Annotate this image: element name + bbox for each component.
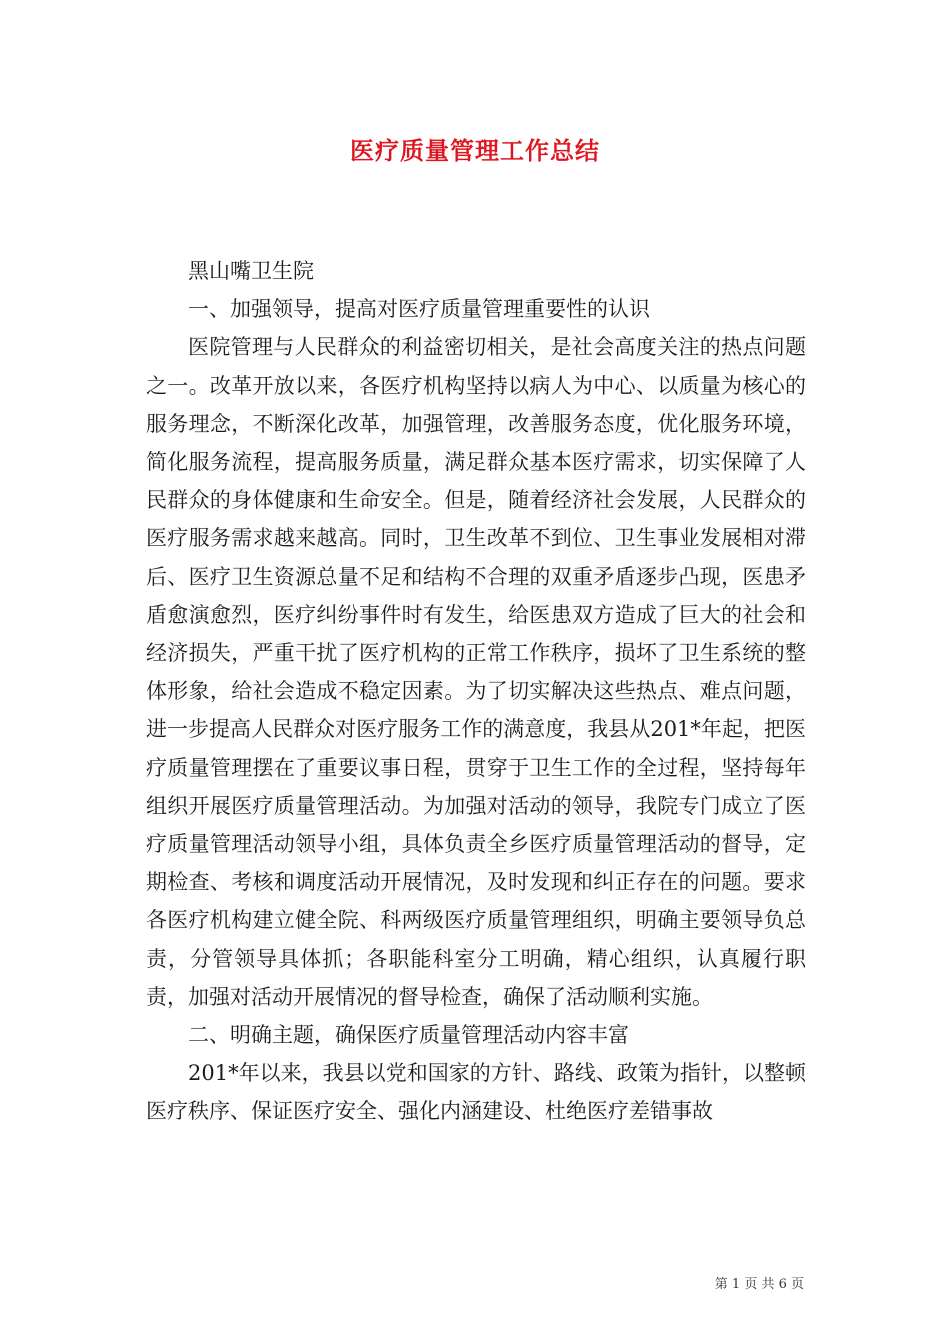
page-title: 医疗质量管理工作总结	[350, 136, 600, 165]
paragraph-1: 医院管理与人民群众的利益密切相关，是社会高度关注的热点问题之一。改革开放以来，各医疗机构坚持以病人为中心、以质量为核心的服务理念，不断深化改革，加强管理，改善服务态度，优化服务环境，简化服务流程，提高服务质量，满足群众基本医疗需求，切实保障了人民群众的身体健康和生命安全。但是，随着经济社会发展，人民群众的医疗服务需求越来越高。同时，卫生改革不到位、卫生事业发展相对滞后、医疗卫生资源总量不足和结构不合理的双重矛盾逐步凸现，医患矛盾愈演愈烈，医疗纠纷事件时有发生，给医患双方造成了巨大的社会和经济损失，严重干扰了医疗机构的正常工作秩序，损坏了卫生系统的整体形象，给社会造成不稳定因素。为了切实解决这些热点、难点问题，进一步提高人民群众对医疗服务工作的满意度，我县从201*年起，把医疗质量管理摆在了重要议事日程，贯穿于卫生工作的全过程，坚持每年组织开展医疗质量管理活动。为加强对活动的领导，我院专门成立了医疗质量管理活动领导小组，具体负责全乡医疗质量管理活动的督导，定期检查、考核和调度活动开展情况，及时发现和纠正存在的问题。要求各医疗机构建立健全院、科两级医疗质量管理组织，明确主要领导负总责，分管领导具体抓；各职能科室分工明确，精心组织，认真履行职责，加强对活动开展情况的督导检查，确保了活动顺利实施。	[146, 335, 806, 1009]
organization-name: 黑山嘴卫生院	[188, 259, 314, 283]
section-heading-2: 二、明确主题，确保医疗质量管理活动内容丰富	[188, 1023, 629, 1048]
section-heading-1: 一、加强领导，提高对医疗质量管理重要性的认识	[188, 297, 650, 322]
paragraph-2: 201*年以来，我县以党和国家的方针、路线、政策为指针，以整顿医疗秩序、保证医疗安全、强化内涵建设、杜绝医疗差错事故	[146, 1061, 806, 1124]
document-body	[146, 252, 806, 1131]
page-number: 第 1 页 共 6 页	[714, 1277, 804, 1292]
